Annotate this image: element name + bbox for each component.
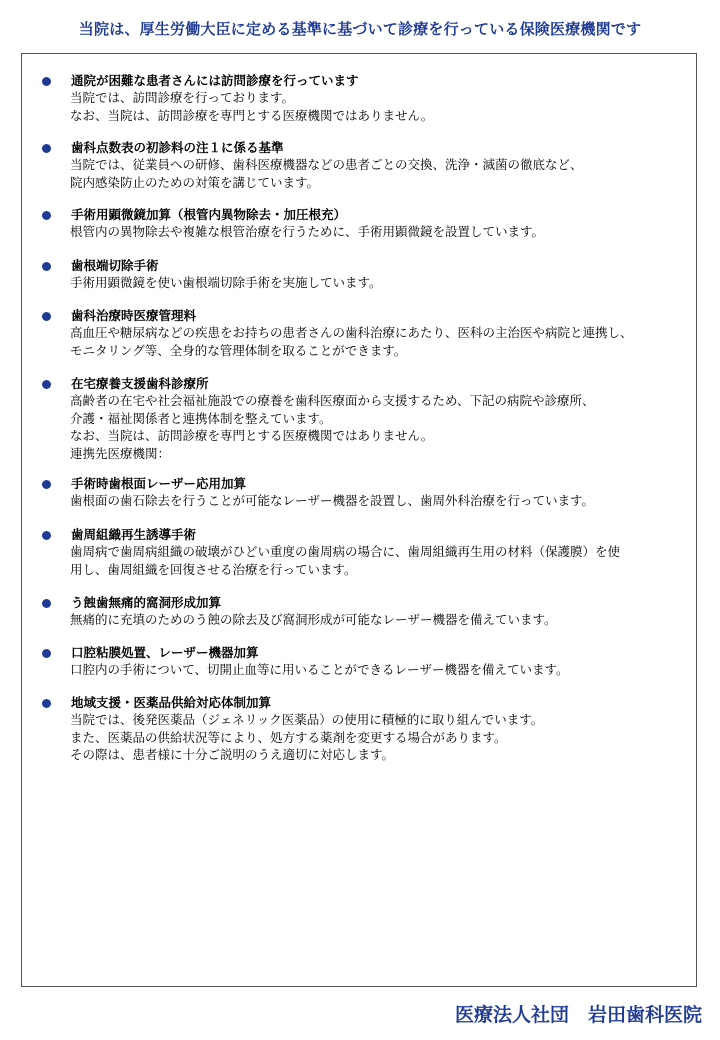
item-body — [70, 89, 696, 124]
bullet-icon — [42, 531, 51, 540]
item-body — [70, 711, 696, 764]
item-title: 歯根端切除手術 — [71, 258, 159, 273]
item-line: 連携先医療機関： — [70, 445, 171, 461]
item-title: 歯周組織再生誘導手術 — [71, 527, 197, 542]
bullet-icon — [42, 312, 51, 321]
bullet-icon — [42, 649, 51, 658]
item-title: う蝕歯無痛的窩洞形成加算 — [71, 595, 222, 610]
item-line: 当院では、従業員への研修、歯科医療機器などの患者ごとの交換、洗浄・滅菌の徹底など、 — [70, 157, 583, 172]
item-body — [70, 156, 696, 191]
item-body — [70, 611, 696, 629]
bullet-icon — [42, 144, 51, 153]
item-body — [70, 324, 696, 359]
item-body — [70, 392, 696, 462]
item-title: 地域支援・医薬品供給対応体制加算 — [71, 695, 272, 710]
item-line: 高齢者の在宅や社会福祉施設での療養を歯科医療面から支援するため、下記の病院や診療所、 — [70, 393, 595, 408]
item-line: 当院では、後発医薬品（ジェネリック医薬品）の使用に積極的に取り組んでいます。 — [70, 712, 544, 727]
item-line: なお、当院は、訪問診療を専門とする医療機関ではありません。 — [70, 428, 434, 443]
item-body — [70, 661, 696, 679]
item-line: また、医薬品の供給状況等により、処方する薬剤を変更する場合があります。 — [70, 729, 507, 745]
bullet-icon — [42, 262, 51, 271]
bullet-icon — [42, 211, 51, 220]
item-line: なお、当院は、訪問診療を専門とする医療機関ではありません。 — [70, 107, 434, 123]
item-line: 当院では、訪問診療を行っております。 — [70, 90, 295, 105]
item-title: 在宅療養支援歯科診療所 — [71, 376, 209, 391]
item-line: 手術用顕微鏡を使い歯根端切除手術を実施しています。 — [70, 275, 382, 290]
item-line: 口腔内の手術について、切開止血等に用いることができるレーザー機器を備えています。 — [70, 662, 569, 677]
item-title: 歯科点数表の初診料の注１に係る基準 — [71, 140, 284, 155]
item-body — [70, 274, 696, 292]
item-body — [70, 223, 696, 241]
item-line: 歯根面の歯石除去を行うことが可能なレーザー機器を設置し、歯周外科治療を行っています。 — [70, 493, 595, 508]
notice-panel — [21, 53, 697, 987]
item-line: 院内感染防止のための対策を講じています。 — [70, 174, 320, 190]
item-title: 手術用顕微鏡加算（根管内異物除去・加圧根充） — [71, 207, 347, 222]
item-line: その際は、患者様に十分ご説明のうえ適切に対応します。 — [70, 747, 395, 762]
bullet-icon — [42, 380, 51, 389]
bullet-icon — [42, 77, 51, 86]
item-line: 歯周病で歯周病組織の破壊がひどい重度の歯周病の場合に、歯周組織再生用の材料（保護膜）を使 — [70, 544, 621, 559]
item-body — [70, 543, 696, 578]
item-line: 根管内の異物除去や複雑な根管治療を行うために、手術用顕微鏡を設置しています。 — [70, 224, 545, 239]
page-header: 当院は、厚生労働大臣に定める基準に基づいて診療を行っている保険医療機関です — [78, 20, 642, 38]
clinic-name: 医療法人社団 岩田歯科医院 — [454, 1004, 702, 1026]
item-line: 無痛的に充填のためのう蝕の除去及び窩洞形成が可能なレーザー機器を備えています。 — [70, 612, 557, 627]
item-body — [70, 492, 696, 510]
item-title: 歯科治療時医療管理料 — [71, 308, 197, 323]
item-title: 口腔粘膜処置、レーザー機器加算 — [71, 645, 259, 660]
bullet-icon — [42, 480, 51, 489]
item-title: 手術時歯根面レーザー応用加算 — [71, 476, 247, 491]
bullet-icon — [42, 699, 51, 708]
item-line: 高血圧や糖尿病などの疾患をお持ちの患者さんの歯科治療にあたり、医科の主治医や病院と連携し、 — [70, 325, 633, 340]
item-line: 用し、歯周組織を回復させる治療を行っています。 — [70, 561, 357, 577]
item-line: 介護・福祉関係者と連携体制を整えています。 — [70, 410, 332, 426]
item-title: 通院が困難な患者さんには訪問診療を行っています — [71, 73, 359, 88]
bullet-icon — [42, 599, 51, 608]
item-line: モニタリング等、全身的な管理体制を取ることができます。 — [70, 342, 407, 358]
